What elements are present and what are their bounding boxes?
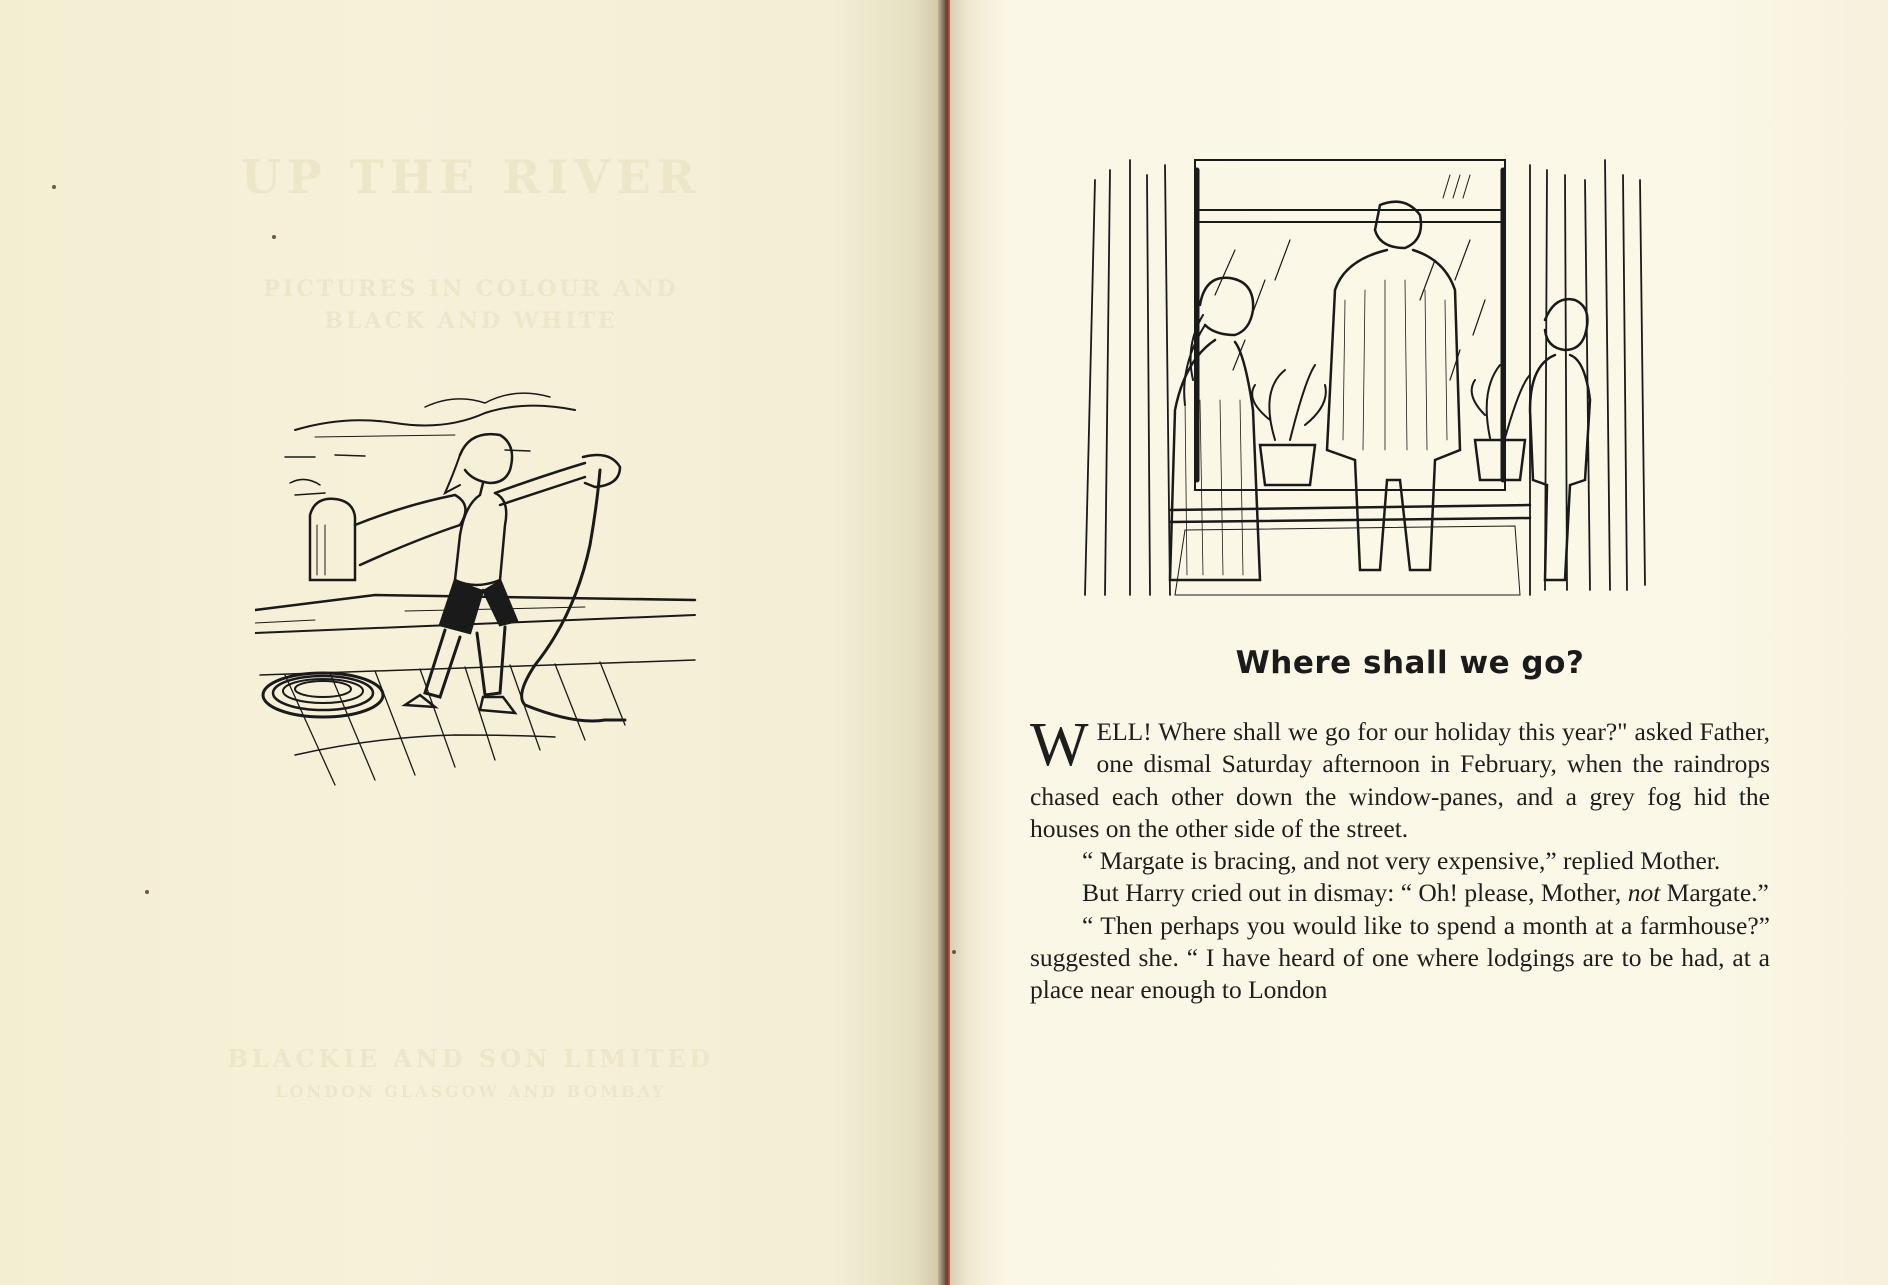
paragraph-3-text: But Harry cried out in dismay: “ Oh! please, Mother,: [1082, 878, 1628, 908]
paragraph-1-text: ELL! Where shall we go for our holiday this year?" asked Father, one dismal Saturday afternoon in February, when the raindrops chased each other down the window-panes, and a grey fog hid the houses on the other side of the street.: [1030, 717, 1770, 843]
bleed-through-publisher: BLACKIE AND SON LIMITED: [227, 1044, 715, 1073]
bleed-through-title: UP THE RIVER: [240, 150, 702, 204]
paragraph-2: “ Margate is bracing, and not very expensive,” replied Mother.: [1082, 846, 1721, 876]
bleed-through-subtitle: PICTURES IN COLOUR AND: [263, 276, 679, 302]
bleed-through-place: LONDON GLASGOW AND BOMBAY: [275, 1082, 667, 1101]
chapter-body: [1030, 711, 1770, 1007]
drop-cap: W: [1030, 711, 1089, 779]
paragraph-4: “ Then perhaps you would like to spend a month at a farmhouse?” suggested she. “ I have heard of one where lodgings are to be had, at a place near enough to London: [1030, 910, 1770, 1005]
chapter-heading: Where shall we go?: [1235, 645, 1585, 681]
paper-speck: [272, 235, 276, 239]
paragraph-3-end: Margate.”: [1660, 878, 1769, 908]
bleed-through-subtitle-2: BLACK AND WHITE: [324, 308, 618, 334]
boy-hauling-rope-illustration: [255, 375, 735, 805]
paper-speck: [145, 890, 149, 894]
paper-speck: [952, 950, 956, 954]
left-page: [0, 0, 942, 1285]
paragraph-3: [1030, 877, 1770, 909]
paragraph-1: [1030, 711, 1770, 845]
family-at-window-illustration: [1075, 150, 1735, 605]
emphasis: not: [1627, 878, 1661, 908]
paper-speck: [52, 185, 56, 189]
